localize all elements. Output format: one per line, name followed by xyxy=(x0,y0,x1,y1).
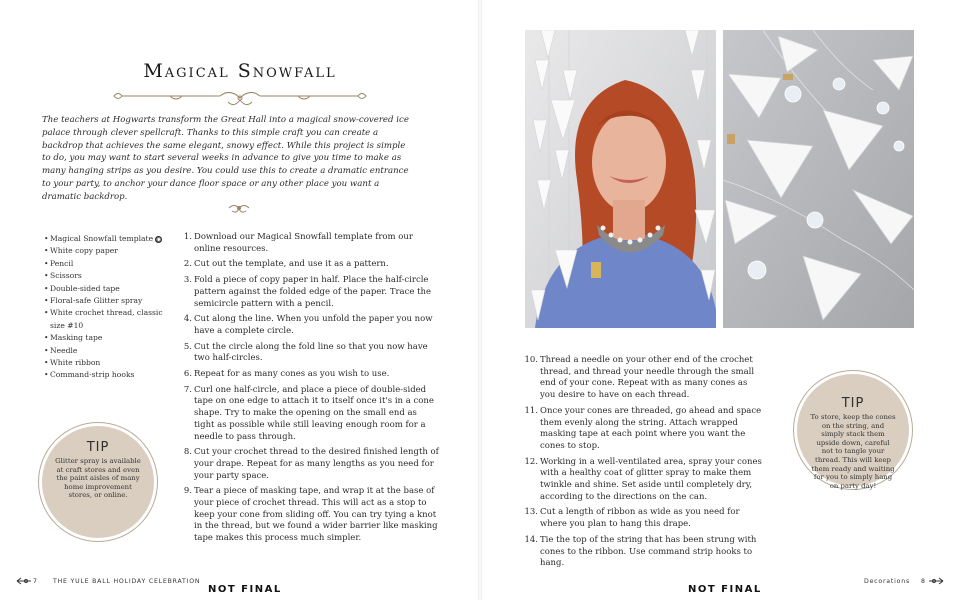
step-item: 14. Tie the top of the string that has been strung with cones to the ribbon. Use command strip hooks to hang. xyxy=(524,534,757,569)
list-item: • White ribbon xyxy=(44,357,166,369)
list-item: • Command-strip hooks xyxy=(44,369,166,381)
list-item: • Scissors xyxy=(44,270,166,282)
globe-icon[interactable]: ◉ xyxy=(155,235,162,243)
step-item: 3. Fold a piece of copy paper in half. Place the half-circle pattern against the folded edge of the paper. Trace the semicircle pattern with a pencil. xyxy=(183,275,432,309)
materials-list xyxy=(44,233,166,382)
step-item: 1. Download our Magical Snowfall template from our online resources. xyxy=(183,232,413,254)
list-item: • Magical Snowfall template ◉ xyxy=(44,233,166,245)
section-divider-ornament xyxy=(228,201,250,215)
page-title: Magical Snowfall xyxy=(143,60,337,82)
list-item: • White copy paper xyxy=(44,245,166,257)
intro-paragraph: The teachers at Hogwarts transform the Great Hall into a magical snow-covered ice palace through clever spellcraft. Thanks to this simple craft you can create a backdrop that achieves the same elegant, snowy effect. While this project is simple to do, you may want to start several weeks in advance to give you time to make as many hanging strips as you desire. You could use this to create a dramatic entrance to your party, to anchor your dance floor space or any other place you want a dramatic backdrop. xyxy=(42,115,409,202)
step-item: 2. Cut out the template, and use it as a pattern. xyxy=(183,259,389,270)
tip-callout xyxy=(42,426,154,538)
step-item: 5. Cut the circle along the fold line so that you now have two half-circles. xyxy=(183,341,428,364)
step-item: 9. Tear a piece of masking tape, and wrap it at the base of your piece of crochet thread. This will act as a stop to keep your cone from sliding off. You can try tying a knot in the thread, but we found a wider barrier like masking tape makes this process much simpler. xyxy=(183,486,438,544)
title-flourish-ornament xyxy=(110,88,370,110)
list-item: • Floral-safe Glitter spray xyxy=(44,295,166,307)
book-gutter xyxy=(478,0,482,600)
tip-label: TIP xyxy=(86,440,110,455)
page-number: 7 xyxy=(33,578,38,585)
ornament-arrow-left-icon xyxy=(16,576,32,586)
step-item: 11. Once your cones are threaded, go ahead and space them evenly along the string. Attach wrapped masking tape at each point where you want the cones to stop. xyxy=(524,405,762,451)
list-item: • Double-sided tape xyxy=(44,283,166,295)
tip-text: To store, keep the cones on the string, and simply stack them upside down, careful not to tangle your thread. This will keep them ready and waiting for you to simply hang on party day! xyxy=(810,413,896,490)
list-item: • Pencil xyxy=(44,258,166,270)
step-item: 8. Cut your crochet thread to the desired finished length of your drape. Repeat for as many lengths as you need for your party space. xyxy=(183,447,439,481)
section-name: Decorations xyxy=(864,578,910,585)
step-item: 6. Repeat for as many cones as you wish to use. xyxy=(183,369,390,380)
instruction-steps-right xyxy=(526,355,764,574)
instruction-steps-left xyxy=(182,232,440,549)
tip-text: Glitter spray is available at craft stores and even the paint aisles of many home improvement stores, or online. xyxy=(55,457,141,500)
list-item: • Masking tape xyxy=(44,332,166,344)
step-item: 10. Thread a needle on your other end of the crochet thread, and thread your needle through the small end of your cone. Repeat with as many cones as you desire to have on each thread. xyxy=(524,355,755,401)
not-final-watermark: NOT FINAL xyxy=(688,584,762,595)
not-final-watermark: NOT FINAL xyxy=(208,584,282,595)
ornament-arrow-right-icon xyxy=(928,576,944,586)
step-item: 13. Cut a length of ribbon as wide as you need for where you plan to hang this drape. xyxy=(524,507,740,530)
tip-callout xyxy=(797,374,909,490)
step-item: 7. Curl one half-circle, and place a piece of double-sided tape on one edge to attach it to itself once it's in a cone shape. Try to make the opening on the small end as tight as possible while still leaving enough room for a needle to pass through. xyxy=(183,384,434,442)
list-item: • White crochet thread, classic size #10 xyxy=(44,307,166,332)
list-item: • Needle xyxy=(44,345,166,357)
paper-cones-photo xyxy=(723,30,914,328)
tip-label: TIP xyxy=(841,396,865,411)
step-item: 12. Working in a well-ventilated area, spray your cones with a healthy coat of glitter spray to make them twinkle and shine. Set aside until completely dry, according to the directions on the can. xyxy=(524,456,762,502)
running-title: THE YULE BALL HOLIDAY CELEBRATION xyxy=(53,578,201,585)
page-number: 8 xyxy=(921,578,926,585)
step-item: 4. Cut along the line. When you unfold the paper you now have a complete circle. xyxy=(183,314,433,336)
portrait-photo xyxy=(525,30,716,328)
